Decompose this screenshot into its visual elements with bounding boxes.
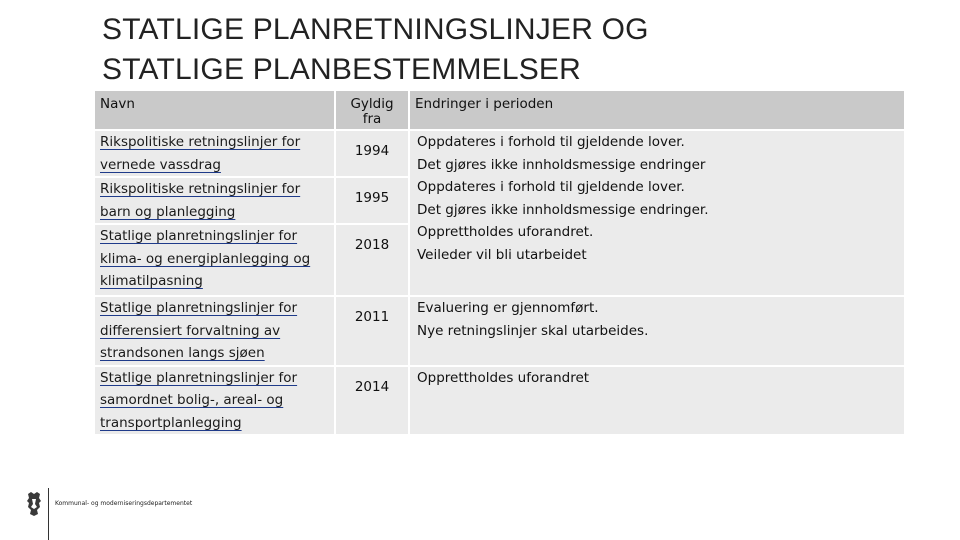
changes-line: Det gjøres ikke innholdsmessige endringer — [417, 156, 706, 173]
changes-line: Oppdateres i forhold til gjeldende lover. — [417, 179, 685, 195]
table-cell-changes — [408, 365, 904, 435]
changes-line: Opprettholdes uforandret — [417, 369, 590, 386]
table-cell-year — [334, 129, 408, 176]
table-cell-name — [95, 223, 334, 295]
slide-title — [102, 10, 922, 90]
year-value: 1995 — [354, 190, 390, 206]
table-header-row — [95, 91, 904, 129]
year-value: 2011 — [354, 309, 390, 325]
guideline-link[interactable]: Statlige planretningslinjer for samordnet bolig-, areal- og transportplanlegging — [100, 369, 298, 431]
guideline-link[interactable]: Statlige planretningslinjer for differensiert forvaltning av strandsonen langs sjøen — [100, 300, 298, 361]
table-cell-year — [334, 176, 408, 223]
changes-line: Opprettholdes uforandret. — [417, 224, 594, 240]
guideline-link[interactable]: Rikspolitiske retningslinjer for vernede vassdrag — [100, 134, 301, 173]
changes-line: Veileder vil bli utarbeidet — [417, 246, 587, 263]
year-value: 2014 — [354, 378, 390, 395]
table-cell-year — [334, 365, 408, 435]
year-value: 2018 — [354, 237, 390, 253]
guideline-link[interactable]: Statlige planretningslinjer for klima- og energiplanlegging og klimatilpasning — [100, 228, 311, 289]
lion-crest-icon — [24, 490, 44, 518]
table-row — [95, 295, 904, 365]
guideline-link[interactable]: Rikspolitiske retningslinjer for barn og planlegging — [100, 181, 301, 220]
slide-title-line-1: STATLIGE PLANRETNINGSLINJER OG — [102, 13, 649, 46]
table-cell-changes — [408, 295, 904, 365]
header-valid-from: Gyldig fra — [334, 91, 408, 129]
table-cell-name — [95, 176, 334, 223]
table-row — [95, 365, 904, 435]
guidelines-table — [95, 91, 904, 434]
footer-divider — [48, 488, 49, 540]
table-cell-name — [95, 365, 334, 435]
table-cell-year — [334, 223, 408, 295]
changes-line: Det gjøres ikke innholdsmessige endringer. — [417, 201, 709, 218]
table-cell-name — [95, 295, 334, 365]
table-row — [95, 129, 904, 176]
header-changes: Endringer i perioden — [408, 91, 904, 129]
footer-department: Kommunal- og moderniseringsdepartementet — [55, 500, 193, 507]
changes-line: Oppdateres i forhold til gjeldende lover. — [417, 134, 685, 150]
table-cell-name — [95, 129, 334, 176]
table-cell-changes-merged — [408, 129, 904, 295]
header-name: Navn — [95, 91, 334, 129]
changes-line: Evaluering er gjennomført. — [417, 300, 599, 316]
year-value: 1994 — [354, 143, 390, 159]
table-cell-year — [334, 295, 408, 365]
slide-title-line-2: STATLIGE PLANBESTEMMELSER — [102, 53, 582, 86]
changes-line: Nye retningslinjer skal utarbeides. — [417, 322, 649, 339]
